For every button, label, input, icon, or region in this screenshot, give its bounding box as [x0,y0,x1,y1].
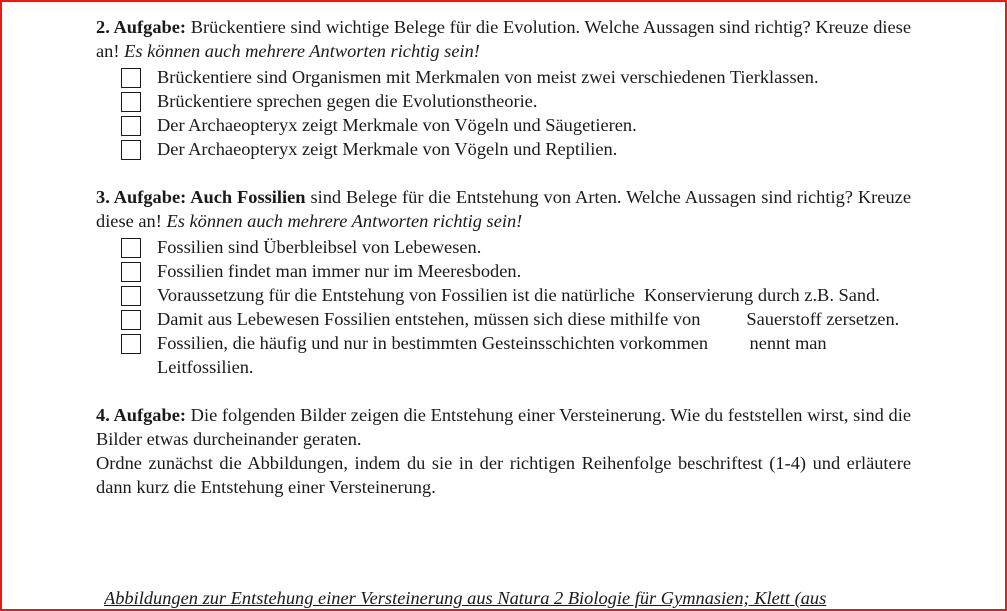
task2-option[interactable] [96,137,911,161]
option-text: Der Archaeopteryx zeigt Merkmale von Vögeln und Reptilien. [157,139,618,159]
checkbox[interactable] [121,116,141,136]
checkbox[interactable] [121,68,141,88]
task2-options [96,65,911,161]
option-text: Voraussetzung für die Entstehung von Fossilien ist die natürliche Konservierung durch z.B. Sand. [157,285,880,305]
worksheet [96,15,911,499]
task4-intro: Die folgenden Bilder zeigen die Entstehung einer Versteinerung. Wie du feststellen wirst, sind die Bilder etwas durcheinander geraten. [96,405,911,449]
checkbox[interactable] [121,238,141,258]
option-text: Fossilien findet man immer nur im Meeresboden. [157,261,522,281]
task3-option[interactable] [96,331,911,379]
task3-hint: Es können auch mehrere Antworten richtig sein! [166,211,523,231]
task3-label: 3. Aufgabe: Auch Fossilien [96,187,306,207]
task3-options [96,235,911,379]
option-text: Brückentiere sprechen gegen die Evolutionstheorie. [157,91,538,111]
task2-intro: Brückentiere sind wichtige Belege für die Evolution. Welche Aussagen sind richtig? Kreuze diese an! [96,17,911,61]
task4-label: 4. Aufgabe: [96,405,186,425]
checkbox[interactable] [121,310,141,330]
task2-hint: Es können auch mehrere Antworten richtig sein! [124,41,480,61]
figure-caption: Abbildungen zur Entstehung einer Versteinerung aus Natura 2 Biologie für Gymnasien; Klett (aus [104,588,827,608]
task3-prompt [96,185,911,233]
task2-label: 2. Aufgabe: [96,17,187,37]
checkbox[interactable] [121,334,141,354]
option-text: Der Archaeopteryx zeigt Merkmale von Vögeln und Säugetieren. [157,115,637,135]
option-text: Fossilien, die häufig und nur in bestimmten Gesteinsschichten vorkommen nennt man Leitfossilien. [157,333,832,377]
task3-option[interactable] [96,283,911,307]
checkbox[interactable] [121,140,141,160]
task3-option[interactable] [96,259,911,283]
task3-option[interactable] [96,307,911,331]
option-text: Fossilien sind Überbleibsel von Lebewesen. [157,237,482,257]
task3-intro: sind Belege für die Entstehung von Arten. Welche Aussagen sind richtig? Kreuze diese an! [96,187,911,231]
option-text: Damit aus Lebewesen Fossilien entstehen, müssen sich diese mithilfe von Sauerstoff zersetzen. [157,309,900,329]
task4-instruction: Ordne zunächst die Abbildungen, indem du sie in der richtigen Reihenfolge beschriftest (1-4) und erläutere dann kurz die Entstehung einer Versteinerung. [96,453,911,497]
task3-option[interactable] [96,235,911,259]
option-text: Brückentiere sind Organismen mit Merkmalen von meist zwei verschiedenen Tierklassen. [157,67,819,87]
checkbox[interactable] [121,92,141,112]
task2-option[interactable] [96,65,911,89]
task4-prompt [96,403,911,451]
checkbox[interactable] [121,286,141,306]
checkbox[interactable] [121,262,141,282]
task2-prompt [96,15,911,63]
task2-option[interactable] [96,89,911,113]
task2-option[interactable] [96,113,911,137]
